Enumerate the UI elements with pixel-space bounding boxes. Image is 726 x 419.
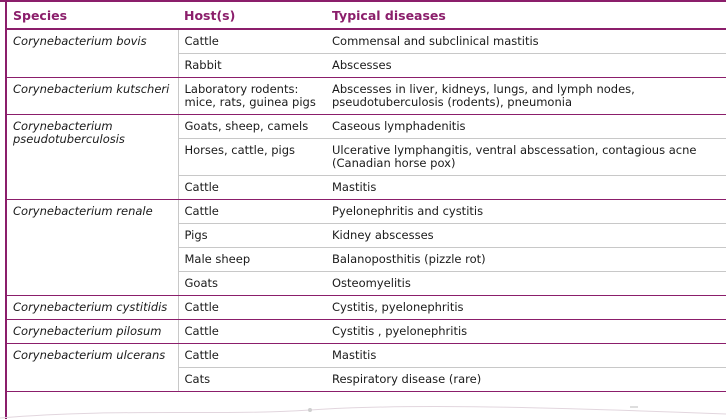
host-cell: Cattle — [178, 200, 326, 224]
table-row — [7, 29, 726, 54]
host-cell: Cattle — [178, 344, 326, 368]
species-cell: Corynebacterium bovis — [7, 29, 178, 78]
host-cell: Cattle — [178, 320, 326, 344]
top-rule — [0, 0, 726, 2]
species-cell: Corynebacterium renale — [7, 200, 178, 296]
species-disease-table — [7, 4, 726, 392]
disease-cell: Abscesses in liver, kidneys, lungs, and lymph nodes, pseudotuberculosis (rodents), pneumonia — [326, 78, 726, 115]
species-cell: Corynebacterium ulcerans — [7, 344, 178, 392]
column-header-diseases: Typical diseases — [326, 4, 726, 29]
host-cell: Pigs — [178, 224, 326, 248]
host-cell: Goats — [178, 272, 326, 296]
column-header-hosts: Host(s) — [178, 4, 326, 29]
host-cell: Horses, cattle, pigs — [178, 139, 326, 176]
host-cell: Rabbit — [178, 54, 326, 78]
page-edge-decoration — [0, 404, 726, 419]
host-cell: Male sheep — [178, 248, 326, 272]
disease-cell: Abscesses — [326, 54, 726, 78]
host-cell: Cats — [178, 368, 326, 392]
disease-cell: Mastitis — [326, 344, 726, 368]
host-cell: Cattle — [178, 296, 326, 320]
disease-cell: Respiratory disease (rare) — [326, 368, 726, 392]
disease-cell: Pyelonephritis and cystitis — [326, 200, 726, 224]
disease-cell: Cystitis , pyelonephritis — [326, 320, 726, 344]
species-cell: Corynebacterium pseudotuberculosis — [7, 115, 178, 200]
disease-cell: Osteomyelitis — [326, 272, 726, 296]
table-row — [7, 296, 726, 320]
disease-cell: Commensal and subclinical mastitis — [326, 29, 726, 54]
host-cell: Goats, sheep, camels — [178, 115, 326, 139]
host-cell: Cattle — [178, 29, 326, 54]
species-cell: Corynebacterium kutscheri — [7, 78, 178, 115]
disease-cell: Cystitis, pyelonephritis — [326, 296, 726, 320]
species-cell: Corynebacterium pilosum — [7, 320, 178, 344]
disease-cell: Mastitis — [326, 176, 726, 200]
table-row — [7, 320, 726, 344]
disease-cell: Balanoposthitis (pizzle rot) — [326, 248, 726, 272]
table-row — [7, 115, 726, 139]
table-row — [7, 200, 726, 224]
header-row — [7, 4, 726, 29]
table-row — [7, 344, 726, 368]
column-header-species: Species — [7, 4, 178, 29]
species-cell: Corynebacterium cystitidis — [7, 296, 178, 320]
disease-cell: Kidney abscesses — [326, 224, 726, 248]
disease-cell: Caseous lymphadenitis — [326, 115, 726, 139]
table-row — [7, 78, 726, 115]
host-cell: Cattle — [178, 176, 326, 200]
host-cell: Laboratory rodents: mice, rats, guinea pigs — [178, 78, 326, 115]
disease-cell: Ulcerative lymphangitis, ventral abscessation, contagious acne (Canadian horse pox) — [326, 139, 726, 176]
